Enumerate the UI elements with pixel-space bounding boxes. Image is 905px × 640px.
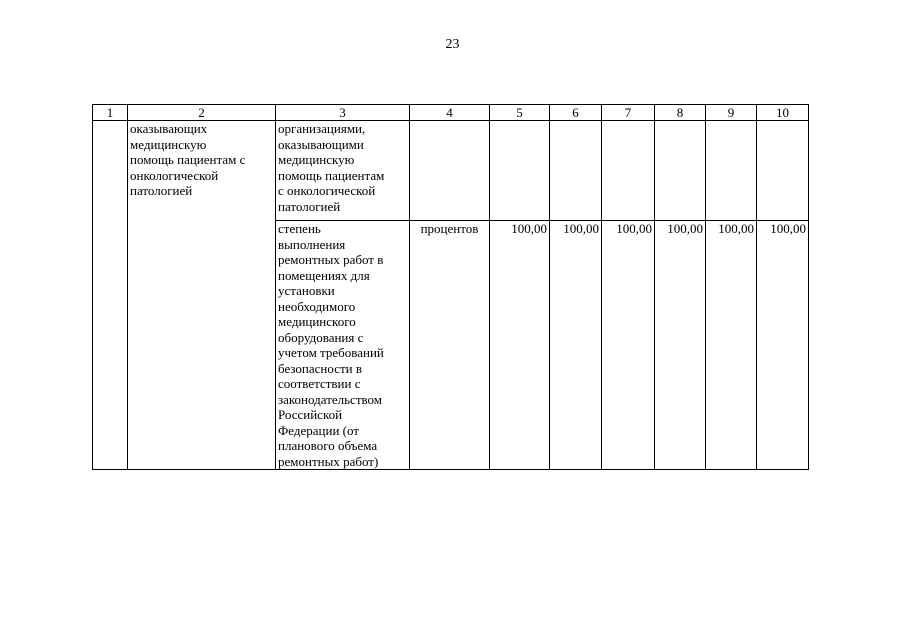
empty-cell [410,121,490,221]
page-number: 23 [445,37,460,52]
value-cell-7: 100,00 [602,221,655,470]
empty-cell [550,121,602,221]
value-cell-8: 100,00 [655,221,706,470]
unit-cell: процентов [410,221,490,470]
header-cell-8: 8 [655,105,706,121]
empty-cell [706,121,757,221]
header-cell-3: 3 [276,105,410,121]
text-line: оказывающими [278,136,364,152]
text-line: патологией [130,183,193,198]
text-line: помещениях для [278,267,370,283]
value-cell-9: 100,00 [706,221,757,470]
text-line: патологией [278,198,341,214]
empty-cell [490,121,550,221]
value-cell-5: 100,00 [490,221,550,470]
header-cell-5: 5 [490,105,550,121]
empty-cell [757,121,809,221]
text-line: соответствии с [278,376,361,391]
text-line: ремонтных работ в [278,252,384,267]
text-line: помощь пациентам [278,167,385,183]
row-number-cell [93,121,128,470]
header-cell-2: 2 [128,105,276,121]
text-line: Федерации (от [278,422,359,438]
text-line: установки [278,283,335,298]
header-cell-9: 9 [706,105,757,121]
empty-cell [655,121,706,221]
service-description-cell [128,121,276,470]
text-line: безопасности в [278,360,363,376]
text-line: оказывающих [130,121,208,136]
text-line: медицинскую [130,136,207,152]
indicator-cell [276,121,410,221]
text-line: медицинскую [278,152,355,167]
indicator-cell [276,221,410,470]
header-cell-6: 6 [550,105,602,121]
text-line: помощь пациентам с [130,152,246,167]
text-line: необходимого [278,298,356,314]
text-line: планового объема [278,438,378,453]
value-cell-6: 100,00 [550,221,602,470]
text-line: учетом требований [278,345,384,360]
text-line: ремонтных работ) [278,453,379,469]
header-cell-1: 1 [93,105,128,121]
text-line: организациями, [278,121,366,136]
text-line: оборудования с [278,329,364,345]
text-line: выполнения [278,236,346,252]
header-cell-10: 10 [757,105,809,121]
text-line: онкологической [130,167,219,183]
empty-cell [602,121,655,221]
indicator-table [92,104,809,470]
text-line: с онкологической [278,183,376,198]
header-cell-7: 7 [602,105,655,121]
text-line: степень [278,221,321,236]
text-line: медицинского [278,314,356,329]
table-row [93,121,809,221]
text-line: Российской [278,407,343,422]
text-line: законодательством [278,391,383,407]
value-cell-10: 100,00 [757,221,809,470]
header-cell-4: 4 [410,105,490,121]
header-row [93,105,809,121]
